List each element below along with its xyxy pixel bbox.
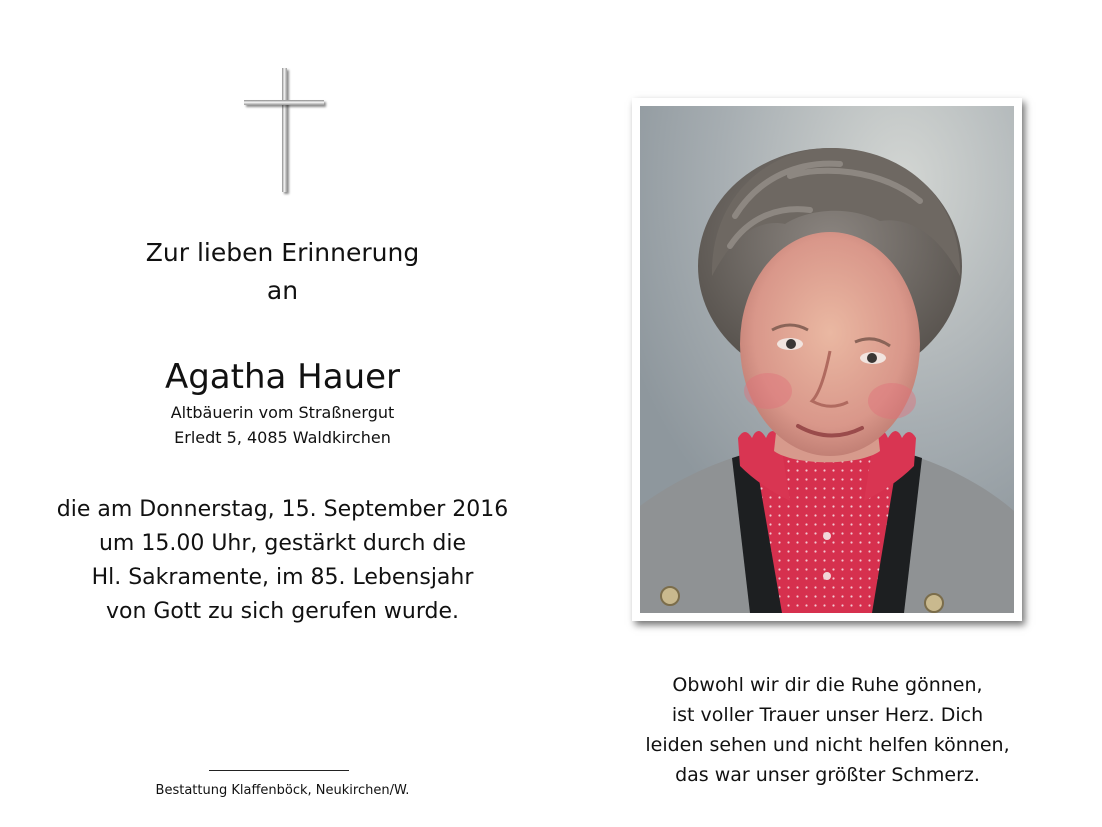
death-notice-line: von Gott zu sich gerufen wurde. bbox=[105, 599, 460, 624]
deceased-title: Altbäuerin vom Straßnergut bbox=[170, 403, 395, 422]
death-notice-line: Hl. Sakramente, im 85. Lebensjahr bbox=[91, 565, 474, 590]
deceased-name: Agatha Hauer bbox=[164, 357, 401, 397]
portrait-frame bbox=[632, 98, 1022, 621]
memorial-poem bbox=[605, 670, 1050, 790]
undertaker-divider bbox=[209, 770, 349, 771]
poem-line: Obwohl wir dir die Ruhe gönnen, bbox=[672, 674, 983, 696]
deceased-details bbox=[0, 400, 565, 450]
portrait-illustration bbox=[640, 106, 1014, 613]
death-notice-line: die am Donnerstag, 15. September 2016 bbox=[56, 497, 509, 522]
memory-heading bbox=[0, 234, 565, 310]
death-notice-line: um 15.00 Uhr, gestärkt durch die bbox=[98, 531, 466, 556]
portrait-photo bbox=[640, 106, 1014, 613]
memory-line-1: Zur lieben Erinnerung bbox=[145, 238, 420, 267]
cross-icon bbox=[244, 68, 326, 196]
poem-line: ist voller Trauer unser Herz. Dich bbox=[671, 704, 984, 726]
poem-line: leiden sehen und nicht helfen können, bbox=[645, 734, 1010, 756]
poem-line: das war unser größter Schmerz. bbox=[675, 764, 980, 786]
undertaker-credit: Bestattung Klaffenböck, Neukirchen/W. bbox=[155, 783, 410, 798]
deceased-address: Erledt 5, 4085 Waldkirchen bbox=[174, 428, 391, 447]
memory-line-2: an bbox=[266, 276, 299, 305]
death-notice bbox=[0, 493, 565, 629]
